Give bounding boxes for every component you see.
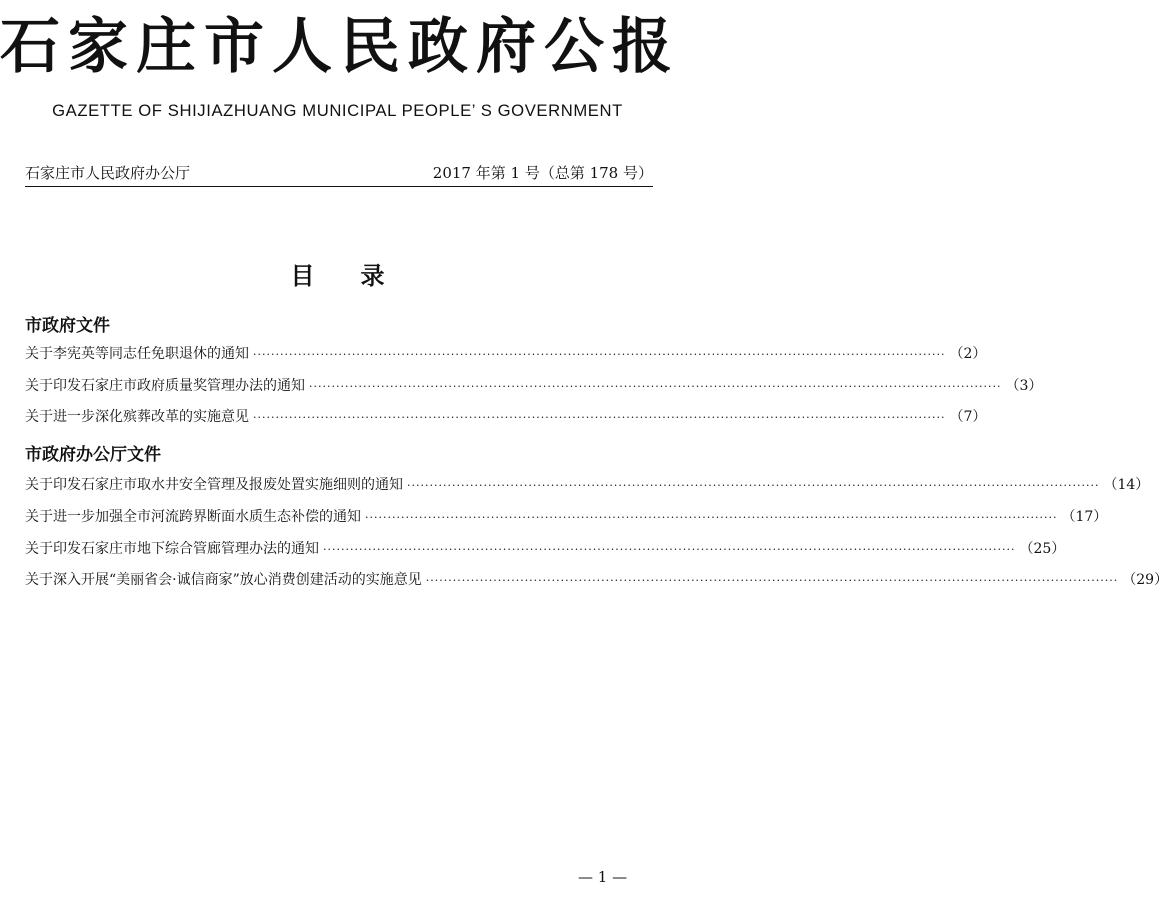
section-title-office-documents: 市政府办公厅文件 xyxy=(25,445,161,465)
toc-entry-page: （29） xyxy=(1122,572,1168,588)
toc-entry-page: （25） xyxy=(1019,541,1066,557)
toc-entry-title: 关于李宪英等同志任免职退休的通知 xyxy=(25,346,249,362)
toc-entry[interactable] xyxy=(25,569,1168,591)
gazette-title: 石家庄市人民政府公报 xyxy=(0,12,680,82)
toc-entry-title: 关于印发石家庄市政府质量奖管理办法的通知 xyxy=(25,378,305,394)
toc-entry-title: 关于深入开展“美丽省会·诚信商家”放心消费创建活动的实施意见 xyxy=(25,572,422,588)
dot-leader: ·························································································································································· xyxy=(253,411,946,424)
issue-bar xyxy=(25,160,653,187)
toc-entry-title: 关于印发石家庄市地下综合管廊管理办法的通知 xyxy=(25,541,319,557)
issuing-office: 石家庄市人民政府办公厅 xyxy=(25,164,191,182)
toc-entry-page: （7） xyxy=(949,409,987,425)
toc-entry-title: 关于进一步深化殡葬改革的实施意见 xyxy=(25,409,249,425)
toc-heading: 目录 xyxy=(290,262,431,290)
section-title-municipal-documents: 市政府文件 xyxy=(25,316,110,336)
toc-entry[interactable] xyxy=(25,506,1108,528)
toc-entry-page: （3） xyxy=(1005,378,1043,394)
toc-entry-page: （14） xyxy=(1103,477,1150,493)
toc-entry-title: 关于进一步加强全市河流跨界断面水质生态补偿的通知 xyxy=(25,509,361,525)
issue-number: 2017 年第 1 号（总第 178 号） xyxy=(432,164,653,182)
dot-leader: ·························································································································································· xyxy=(407,479,1100,492)
dot-leader: ·························································································································································· xyxy=(425,574,1119,587)
page-number: — 1 — xyxy=(578,868,628,886)
toc-entry[interactable] xyxy=(25,343,987,365)
dot-leader: ·························································································································································· xyxy=(253,348,946,361)
toc-entry[interactable] xyxy=(25,406,987,428)
toc-entry[interactable] xyxy=(25,538,1066,560)
toc-entry-page: （17） xyxy=(1061,509,1108,525)
dot-leader: ·························································································································································· xyxy=(365,511,1058,524)
gazette-subtitle: GAZETTE OF SHIJIAZHUANG MUNICIPAL PEOPLE’ S GOVERNMENT xyxy=(52,101,623,120)
toc-entry-page: （2） xyxy=(949,346,987,362)
dot-leader: ·························································································································································· xyxy=(309,380,1002,393)
toc-entry[interactable] xyxy=(25,474,1150,496)
toc-entry-title: 关于印发石家庄市取水井安全管理及报废处置实施细则的通知 xyxy=(25,477,403,493)
toc-entry[interactable] xyxy=(25,375,1043,397)
dot-leader: ·························································································································································· xyxy=(323,543,1016,556)
